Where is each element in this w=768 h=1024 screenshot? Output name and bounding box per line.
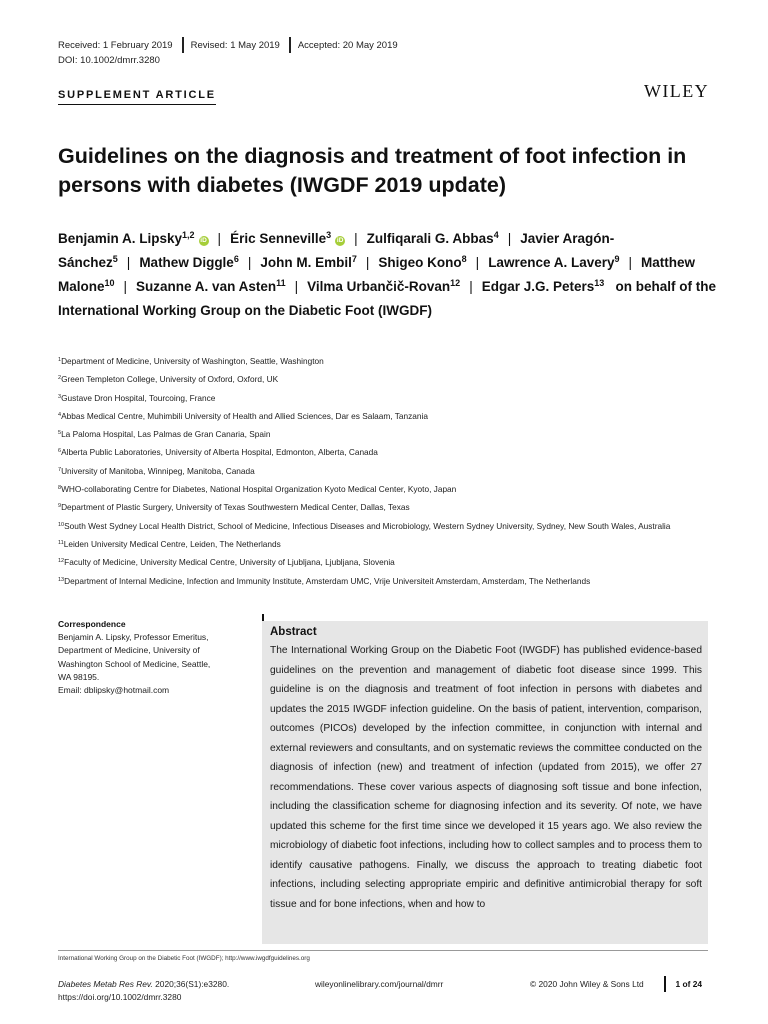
affiliation-text: Faculty of Medicine, University Medical Centre, University of Ljubljana, Ljubljana, Slovenia bbox=[64, 557, 395, 568]
author-name[interactable]: Suzanne A. van Asten bbox=[136, 279, 277, 294]
author-name[interactable]: Vilma Urbančič-Rovan bbox=[307, 279, 451, 294]
affiliation-number: 8 bbox=[58, 485, 62, 492]
page-number: 1 of 24 bbox=[675, 979, 703, 989]
affiliation-item bbox=[58, 498, 728, 516]
author-separator: | bbox=[628, 255, 633, 270]
affiliation-number: 3 bbox=[58, 393, 62, 400]
author-separator: | bbox=[294, 279, 299, 294]
affiliation-text: South West Sydney Local Health District, School of Medicine, Infectious Diseases and Microbiology, Western Sydney University, Sydney, New South Wales, Australia bbox=[64, 520, 671, 531]
author-affiliation-mark: 7 bbox=[351, 254, 357, 264]
affiliation-item bbox=[58, 407, 728, 425]
journal-citation bbox=[58, 979, 229, 989]
affiliation-item bbox=[58, 443, 728, 461]
author-name[interactable]: Benjamin A. Lipsky bbox=[58, 231, 183, 246]
affiliation-item bbox=[58, 553, 728, 571]
affiliation-number: 1 bbox=[58, 357, 62, 363]
correspondence-line: WA 98195. bbox=[58, 671, 100, 682]
affiliation-item bbox=[58, 572, 728, 590]
abstract-box bbox=[262, 621, 708, 944]
affiliation-item bbox=[58, 425, 728, 443]
affiliation-text: Department of Plastic Surgery, University of Texas Southwestern Medical Center, Dallas, Texas bbox=[61, 502, 410, 513]
author-affiliation-mark: 9 bbox=[614, 254, 620, 264]
author-name[interactable]: Shigeo Kono bbox=[378, 255, 462, 270]
affiliations-list bbox=[58, 352, 728, 590]
affiliation-item bbox=[58, 462, 728, 480]
author-affiliation-mark: 3 bbox=[326, 230, 332, 240]
affiliation-number: 13 bbox=[58, 576, 65, 583]
orcid-icon[interactable]: iD bbox=[200, 237, 207, 244]
author-separator: | bbox=[123, 279, 128, 294]
author-name[interactable]: Éric Senneville bbox=[230, 231, 327, 246]
author-name[interactable]: Zulfiqarali G. Abbas bbox=[366, 231, 494, 246]
affiliation-number: 5 bbox=[58, 430, 62, 437]
affiliation-number: 11 bbox=[58, 539, 64, 546]
author-affiliation-mark: 1,2 bbox=[182, 230, 195, 240]
affiliation-text: Alberta Public Laboratories, University of Alberta Hospital, Edmonton, Alberta, Canada bbox=[61, 447, 378, 458]
journal-site-link[interactable]: wileyonlinelibrary.com/journal/dmrr bbox=[315, 979, 444, 989]
affiliation-text: Leiden University Medical Centre, Leiden, The Netherlands bbox=[63, 538, 281, 549]
affiliation-text: University of Manitoba, Winnipeg, Manitoba, Canada bbox=[61, 465, 255, 476]
affiliation-text: Department of Internal Medicine, Infection and Immunity Institute, Amsterdam UMC, Vrije Universiteit Amsterdam, Amsterdam, The Netherlands bbox=[64, 575, 591, 586]
author-separator: | bbox=[507, 231, 512, 246]
affiliation-item bbox=[58, 517, 728, 535]
author-name[interactable]: Matthew Malone bbox=[58, 255, 696, 294]
author-separator: | bbox=[354, 231, 358, 246]
affiliation-number: 7 bbox=[58, 466, 62, 473]
author-separator: | bbox=[247, 255, 252, 270]
affiliation-text: WHO-collaborating Centre for Diabetes, National Hospital Organization Kyoto Medical Center, Kyoto, Japan bbox=[61, 484, 457, 495]
date-separator bbox=[289, 37, 291, 53]
author-affiliation-mark: 10 bbox=[104, 278, 115, 288]
author-affiliation-mark: 13 bbox=[594, 278, 605, 288]
author-separator: | bbox=[365, 255, 370, 270]
author-separator: | bbox=[126, 255, 131, 270]
author-name[interactable]: Javier Aragón-Sánchez bbox=[58, 231, 615, 270]
doi[interactable]: DOI: 10.1002/dmrr.3280 bbox=[58, 55, 160, 66]
author-name[interactable]: Edgar J.G. Peters bbox=[481, 279, 595, 294]
affiliation-item bbox=[58, 352, 728, 370]
affiliation-item bbox=[58, 389, 728, 407]
affiliation-item bbox=[58, 535, 728, 553]
affiliation-number: 4 bbox=[58, 411, 62, 418]
affiliation-text: Abbas Medical Centre, Muhimbili University of Health and Allied Sciences, Dar es Salaam, Tanzania bbox=[61, 410, 428, 421]
correspondence bbox=[58, 618, 248, 697]
correspondence-line: Benjamin A. Lipsky, Professor Emeritus, bbox=[58, 632, 209, 643]
affiliation-text: La Paloma Hospital, Las Palmas de Gran Canaria, Spain bbox=[61, 429, 271, 440]
author-affiliation-mark: 5 bbox=[112, 254, 118, 264]
affiliation-text: Department of Medicine, University of Washington, Seattle, Washington bbox=[61, 356, 324, 366]
author-list bbox=[58, 227, 718, 323]
abstract-heading: Abstract bbox=[270, 626, 317, 638]
affiliation-number: 6 bbox=[58, 448, 62, 455]
footnote: International Working Group on the Diabetic Foot (IWGDF); http://www.iwgdfguidelines.org bbox=[58, 955, 310, 962]
affiliation-number: 10 bbox=[58, 521, 65, 528]
footnote-divider bbox=[58, 950, 708, 951]
author-separator: | bbox=[217, 231, 222, 246]
affiliation-number: 2 bbox=[58, 375, 62, 382]
citation-details: 2020;36(S1):e3280. bbox=[152, 979, 230, 989]
author-affiliation-mark: 8 bbox=[461, 254, 467, 264]
author-name[interactable]: Mathew Diggle bbox=[139, 255, 234, 270]
affiliation-item bbox=[58, 480, 728, 498]
author-group-note: on behalf of the International Working Group on the Diabetic Foot (IWGDF) bbox=[58, 279, 717, 318]
article-title: Guidelines on the diagnosis and treatment of foot infection in persons with diabetes (IWGDF 2019 update) bbox=[58, 144, 687, 197]
journal-name: Diabetes Metab Res Rev. bbox=[58, 979, 153, 989]
correspondence-heading: Correspondence bbox=[58, 619, 126, 629]
revised-date: Revised: 1 May 2019 bbox=[190, 39, 280, 51]
date-separator bbox=[182, 37, 184, 53]
author-affiliation-mark: 12 bbox=[450, 278, 461, 288]
accepted-date: Accepted: 20 May 2019 bbox=[297, 39, 398, 51]
publisher-logo: WILEY bbox=[644, 81, 709, 101]
page-separator bbox=[664, 976, 666, 992]
correspondence-line: Department of Medicine, University of bbox=[58, 645, 200, 656]
copyright: © 2020 John Wiley & Sons Ltd bbox=[530, 979, 644, 989]
author-affiliation-mark: 11 bbox=[276, 278, 286, 288]
orcid-icon[interactable]: iD bbox=[336, 237, 344, 244]
correspondence-email[interactable]: Email: dblipsky@hotmail.com bbox=[58, 685, 170, 696]
author-affiliation-mark: 4 bbox=[493, 230, 499, 240]
correspondence-line: Washington School of Medicine, Seattle, bbox=[58, 658, 211, 669]
affiliation-text: Green Templeton College, University of Oxford, Oxford, UK bbox=[61, 374, 279, 385]
affiliation-number: 12 bbox=[58, 558, 65, 565]
received-date: Received: 1 February 2019 bbox=[58, 39, 173, 51]
author-name[interactable]: John M. Embil bbox=[260, 255, 352, 270]
affiliation-number: 9 bbox=[58, 503, 62, 510]
author-affiliation-mark: 6 bbox=[233, 254, 239, 264]
page-indicator bbox=[664, 976, 702, 992]
abstract-text: The International Working Group on the Diabetic Foot (IWGDF) has published evidence-based guidelines on the prevention and management of diabetic foot disease since 1999. This guideline is on the diagnosis and treatment of foot infection in persons with diabetes and updates the 2015 IWGDF infection guideline. On the basis of patient, intervention, comparison, outcomes (PICOs) developed by the infection committee, in conjunction with internal and external reviewers and consultants, and on systematic reviews the committee conducted on the diagnosis of infection (new) and treatment of infection (updated from 2015), we offer 27 recommendations. These cover various aspects of diagnosing soft tissue and bone infection, including the classification scheme for diagnosing infection and its severity. Of note, we have updated this scheme for the first time since we developed it 15 years ago. We also review the microbiology of diabetic foot infections, including how to collect samples and to process them to identify causative pathogens. Finally, we discuss the approach to treating diabetic foot infections, including selecting appropriate empiric and definitive antimicrobial therapy for soft tissue and for bone infections, when and how to bbox=[270, 645, 702, 910]
affiliation-item bbox=[58, 370, 728, 388]
affiliation-text: Gustave Dron Hospital, Tourcoing, France bbox=[61, 392, 216, 403]
author-separator: | bbox=[475, 255, 480, 270]
author-name[interactable]: Lawrence A. Lavery bbox=[488, 255, 615, 270]
article-dates bbox=[58, 37, 398, 53]
article-url[interactable]: https://doi.org/10.1002/dmrr.3280 bbox=[58, 992, 182, 1002]
section-label: SUPPLEMENT ARTICLE bbox=[58, 89, 216, 105]
author-separator: | bbox=[469, 279, 473, 294]
